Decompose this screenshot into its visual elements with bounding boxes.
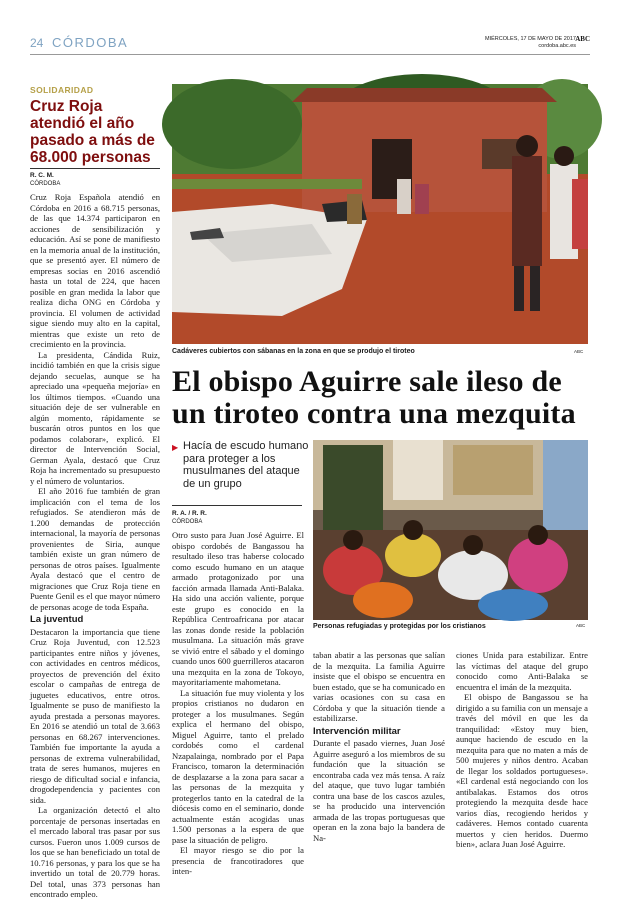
- paragraph: Cruz Roja Española atendió en Córdoba en 2016 a 68.715 personas, de las que 14.374 participaron en acciones de sensibilización y educación. Así se pone de manifiesto en la memoria anual de la institución, que se presentó ayer. El número de empresas socias en 2016 ascendió hasta un total de 224, que hacen posible en gran medida la labor que realiza dicha ONG en Córdoba y provincia. El volumen de actividad sigue siendo muy alto en la capital, mientras que existe un reto de crecimiento en la provincia.: [30, 192, 160, 349]
- section-name: CÓRDOBA: [52, 35, 129, 50]
- article-deck: Hacía de escudo humano para proteger a los musulmanes del ataque de un grupo: [183, 440, 309, 490]
- bottom-photo: [313, 440, 588, 620]
- header-divider: [30, 54, 590, 55]
- paragraph: La organización detectó el alto porcentaje de personas insertadas en el mercado laboral tras pasar por sus cursos. Fueron unos 1.009 cursos de los que se han beneficiado un total de 10.716 personas, y para los que se ha invertido un total de 20.779 horas. Del total, unas 373 personas han encontrado empleo.: [30, 805, 160, 899]
- top-photo-caption: Cadáveres cubiertos con sábanas en la zona en que se produjo el tiroteo: [172, 348, 415, 355]
- sidebar-body: [30, 192, 160, 899]
- paragraph: Otro susto para Juan José Aguirre. El obispo cordobés de Bangassou ha resultado ileso tras haberse colocado como escudo humano en un ataque armado protagonizado por una facción armada llamada Anti-Balaka. Ha sido una acción valiente, porque este grupo es conocido en la República Centroafricana por atacar las zonas donde reside la población musulmana. La situación más grave se vivió entre el sábado y el domingo cuando unos 600 guerrilleros atacaron una mezquita en la zona de Tokoyo, mayoritariamente mahometana.: [172, 530, 304, 687]
- sidebar-byline: R. C. M.: [30, 172, 54, 179]
- page-header: [30, 36, 590, 56]
- bottom-photo-credit: ABC: [576, 623, 586, 628]
- sidebar-kicker: SOLIDARIDAD: [30, 85, 94, 95]
- paragraph: El mayor riesgo se dio por la presencia de francotiradores que inten-: [172, 845, 304, 876]
- brand-logo: ABC: [575, 35, 590, 43]
- paragraph: ciones Unida para estabilizar. Entre las víctimas del ataque del grupo conocido como Anti-Balaka se encuentra el imán de la mezquita.: [456, 650, 588, 692]
- photo-scene: [313, 440, 588, 620]
- date-line: [485, 36, 576, 50]
- sidebar-divider: [30, 168, 160, 169]
- sidebar-headline: Cruz Roja atendió el año pasado a más de 68.000 personas: [30, 98, 155, 166]
- date-text: MIÉRCOLES, 17 DE MAYO DE 2017: [485, 36, 576, 42]
- sidebar-location: CÓRDOBA: [30, 181, 61, 187]
- sidebar-subhead: La juventud: [30, 614, 84, 625]
- paragraph: La situación fue muy violenta y los propios cristianos no dudaron en proteger a los musulmanes. Según explica el hermano del obispo, Miguel Aguirre, tanto el prelado cordobés como el cardenal Nzapalainga, nombrado por el Papa Francisco, tomaron la determinación de desplazarse a la zona para sacar a las personas de la mezquita y protegerlos tanto en la catedral de la diócesis como en el seminario, donde actualmente están acogidas unas 1.500 personas a la espera de que pase la situación de peligro.: [172, 687, 304, 845]
- article-column-3: [456, 650, 588, 849]
- paragraph: El obispo de Bangassou se ha dirigido a su familia con un mensaje a través del móvil en que les da tranquilidad: «Estoy muy bien, aunque haciendo de escudo en la mezquita para que no maten a más de 500 mujeres y niños dentro. Acaban de llegar los soldados portugueses». «El cardenal está negociando con los antibalakas. Estamos dos otros protegiendo la mezquita desde hace varios días, recogiendo heridos y cadáveres. Hemos contado cuarenta muertos y cien heridos. Duermo bien», aclara Juan José Aguirre.: [456, 692, 588, 849]
- article-headline: El obispo Aguirre sale ileso de un tiroteo contra una mezquita: [172, 365, 576, 430]
- paragraph: Destacaron la importancia que tiene Cruz Roja Juventud, con 12.523 participantes entre niños y jóvenes, con actividades en centros médicos, proyectos de prevención del éxito escolar o campañas de entrega de juguetes educativos, entre otros. Igualmente se puso de manifiesto la ayuda prestada a personas mayores. En 2016 se atendió un total de 3.663 personas en 68.267 intervenciones. También fue importante la ayuda a personas de extrema vulnerabilidad, trata de seres humanos, mujeres en riesgo de dificultad social e infancia, drogodependencia y pacientes con sida.: [30, 626, 160, 805]
- article-divider: [172, 505, 302, 506]
- paragraph: La presidenta, Cándida Ruiz, incidió también en que la crisis sigue dejando secuelas, aunque se ha apreciado una «pequeña mejoría» en los últimos tiempos. «Cuando una situación deje de ser vulnerable en algún momento, rápidamente se buscarán otros puntos en los que podamos colaborar», explicó. El director de Intervención Social, German Ayala, destacó que Cruz Roja ha incrementado su presupuesto y el número de voluntarios.: [30, 349, 160, 486]
- top-photo: [172, 84, 588, 344]
- bottom-photo-caption: Personas refugiadas y protegidas por los cristianos: [313, 623, 486, 630]
- page-number: 24: [30, 36, 44, 50]
- site-url: cordoba.abc.es: [538, 43, 576, 49]
- article-byline: R. A. / R. R.: [172, 510, 207, 517]
- top-photo-credit: ABC: [574, 349, 584, 354]
- paragraph: taban abatir a las personas que salían de la mezquita. La familia Aguirre insiste que el obispo se encuentra en buen estado, que se ha comunicado en varias ocasiones con su casa en Córdoba y que la situación tiende a estabilizarse.: [313, 650, 445, 723]
- paragraph: Durante el pasado viernes, Juan José Aguirre aseguró a los miembros de su fundación que la situación se encontraba cada vez más tensa. A raíz del ataque, que tuvo lugar también contra una base de los cascos azules, se ha producido una intervención armada de las tropas portuguesas que operan en la zona bajo la bandera de Na-: [313, 738, 445, 843]
- article-column-2: [313, 650, 445, 843]
- photo-scene: [172, 84, 588, 344]
- article-location: CÓRDOBA: [172, 519, 203, 525]
- article-column-1: [172, 530, 304, 876]
- deck-arrow-icon: ▶: [172, 443, 179, 452]
- article-subhead: Intervención militar: [313, 725, 401, 737]
- paragraph: El año 2016 fue también de gran implicación con el tema de los refugiados. Se atendieron más de 1.200 demandas de protección internacional, la mayoría de personas provenientes de Siria, aunque también existe un gran número de personas de otros países. Igualmente Ayala destacó que el centro de migraciones que Cruz Roja tiene en Puente Genil es el que mayor número de personas acoge de toda España.: [30, 486, 160, 612]
